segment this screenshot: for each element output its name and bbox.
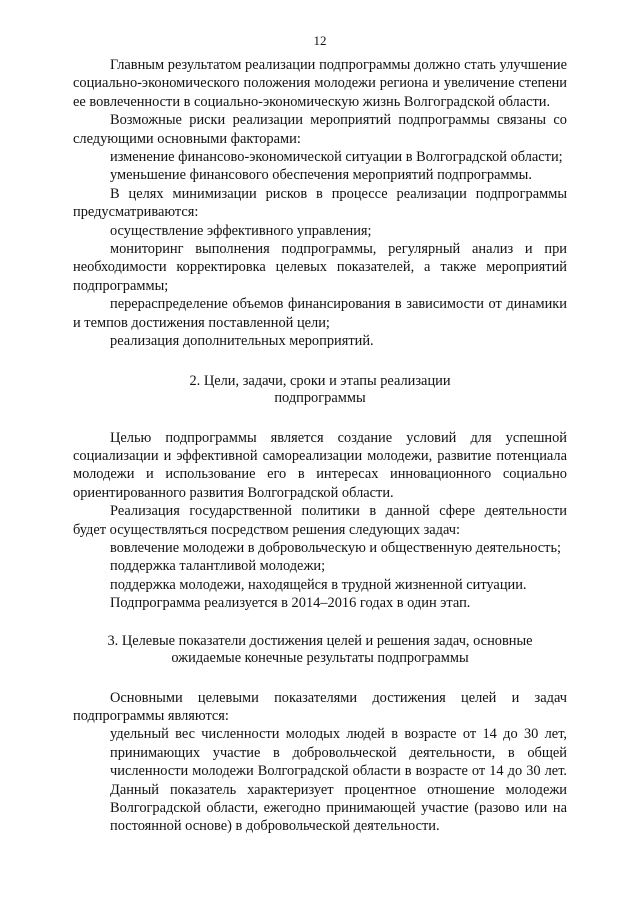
- paragraph: мониторинг выполнения подпрограммы, регулярный анализ и при необходимости корректировка целевых показателей, а также мероприятий подпрограммы;: [73, 241, 567, 294]
- paragraph: Реализация государственной политики в данной сфере деятельности будет осуществляться посредством решения следующих задач:: [73, 503, 567, 538]
- paragraph: реализация дополнительных мероприятий.: [110, 333, 374, 350]
- paragraph: Возможные риски реализации мероприятий подпрограммы связаны со следующими основными факторами:: [73, 112, 567, 147]
- heading-line: ожидаемые конечные результаты подпрограммы: [171, 649, 469, 666]
- page-number: 12: [313, 33, 327, 48]
- paragraph: вовлечение молодежи в добровольческую и общественную деятельность;: [110, 539, 562, 556]
- paragraph: В целях минимизации рисков в процессе реализации подпрограммы предусматриваются:: [73, 185, 567, 221]
- paragraph: Основными целевыми показателями достижения целей и задач подпрограммы являются:: [73, 689, 567, 724]
- paragraph: поддержка талантливой молодежи;: [110, 558, 326, 575]
- paragraph-indented-block: удельный вес численности молодых людей в возрасте от 14 до 30 лет, принимающих участие в добровольческой деятельности, в общей численности молодежи Волгоградской области в возрасте от 14 до 30 лет. Данный показатель характеризует процентное отношение молодежи Волгоградской области, ежегодно принимающей участие (разово или на постоянной основе) в добровольческой деятельности.: [110, 726, 567, 835]
- heading-line: 3. Целевые показатели достижения целей и решения задач, основные: [107, 632, 533, 649]
- heading-line: подпрограммы: [274, 389, 366, 406]
- paragraph: уменьшение финансового обеспечения мероприятий подпрограммы.: [110, 167, 532, 184]
- paragraph: Целью подпрограммы является создание условий для успешной социализации и эффективной самореализации молодежи, развитие потенциала молодежи и использование его в интересах инновационного социально ориентированного развития Волгоградской области.: [73, 429, 567, 501]
- paragraph: Подпрограмма реализуется в 2014–2016 годах в один этап.: [110, 595, 471, 612]
- heading-line: 2. Цели, задачи, сроки и этапы реализации: [189, 372, 451, 389]
- document-body: [73, 56, 567, 836]
- section-2-heading: [73, 373, 567, 407]
- paragraph: Главным результатом реализации подпрограммы должно стать улучшение социально-экономического положения молодежи региона и увеличение степени ее вовлеченности в социально-экономическую жизнь Волгоградской области.: [73, 57, 567, 110]
- section-3-heading: [73, 633, 567, 667]
- paragraph: осуществление эффективного управления;: [110, 222, 372, 239]
- paragraph: перераспределение объемов финансирования в зависимости от динамики и темпов достижения поставленной цели;: [73, 296, 567, 331]
- paragraph: изменение финансово-экономической ситуации в Волгоградской области;: [110, 149, 563, 166]
- paragraph: поддержка молодежи, находящейся в трудной жизненной ситуации.: [110, 576, 527, 593]
